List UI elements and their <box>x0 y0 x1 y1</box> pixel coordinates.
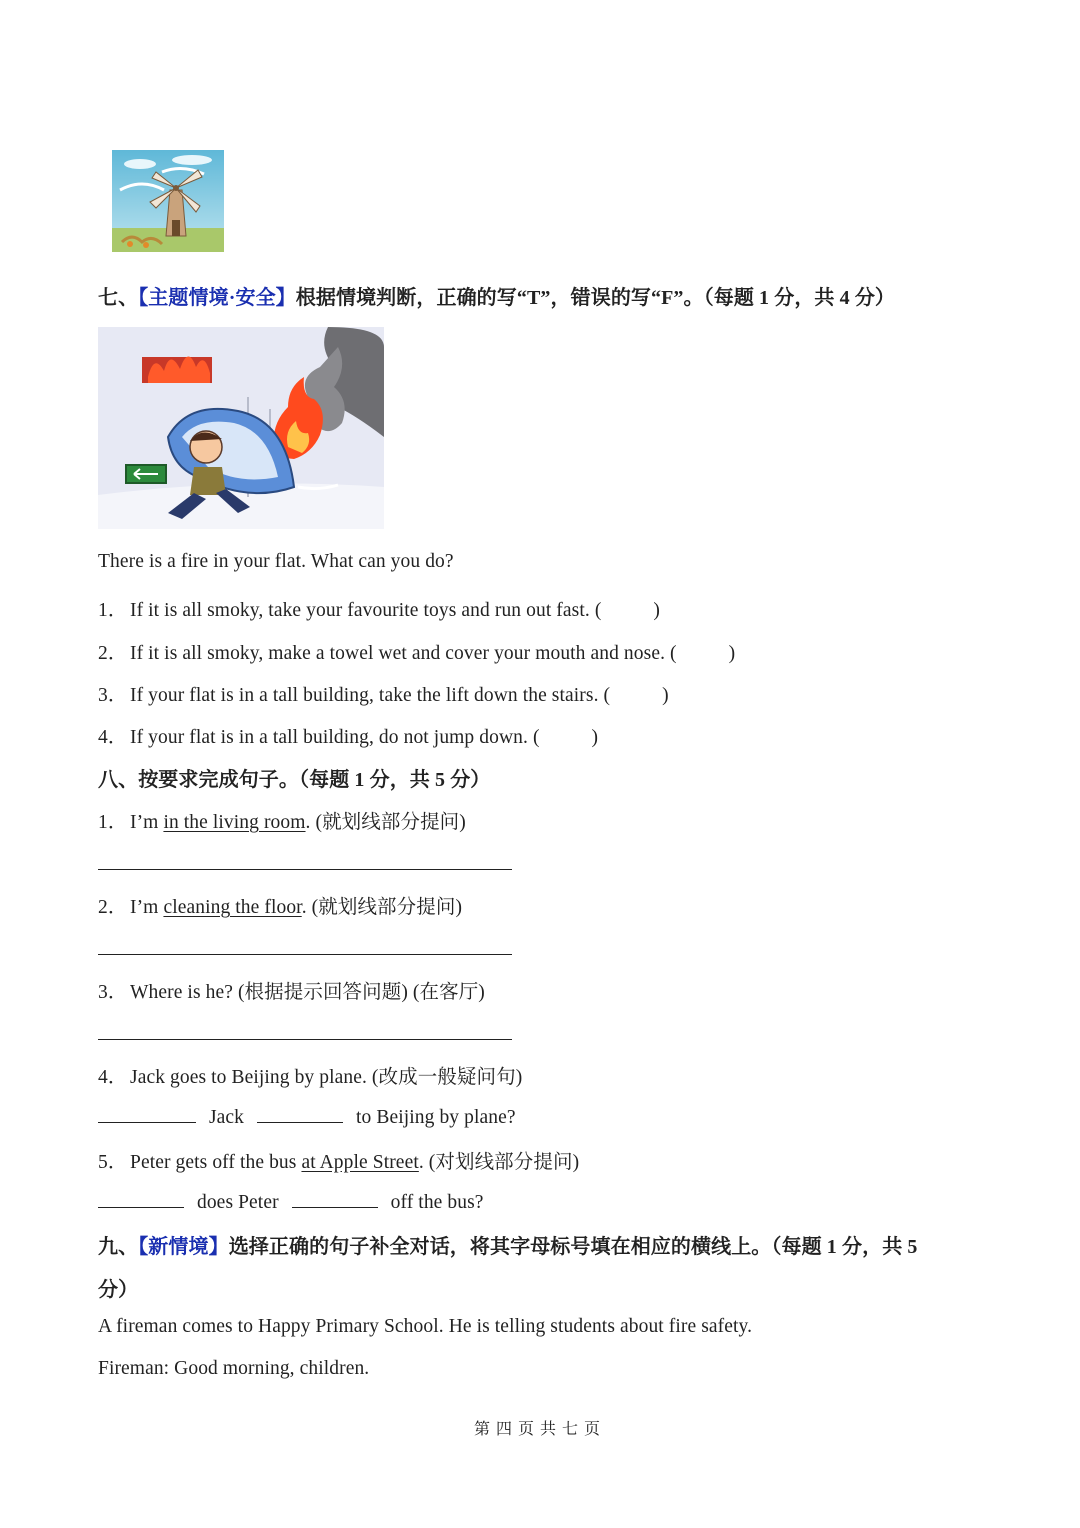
underlined-phrase: in the living room <box>163 812 306 833</box>
item-number: 5． <box>98 1152 128 1173</box>
answer-blank[interactable] <box>257 1104 343 1123</box>
section-7-intro: There is a fire in your flat. What can you do? <box>98 551 454 572</box>
rewrite-item-5 <box>98 1146 579 1174</box>
section-9-intro: A fireman comes to Happy Primary School. He is telling students about fire safety. <box>98 1316 753 1337</box>
answer-mid: does Peter <box>196 1192 279 1213</box>
item-number: 2． <box>98 643 128 664</box>
item-number: 4． <box>98 727 128 748</box>
section-8-heading: 八、按要求完成句子。（每题 1 分，共 5 分） <box>98 769 491 791</box>
item-number: 2． <box>98 897 128 918</box>
section-7-heading <box>98 281 895 310</box>
item-number: 4． <box>98 1067 128 1088</box>
answer-end: off the bus? <box>390 1192 484 1213</box>
answer-line-2[interactable] <box>98 954 512 955</box>
item-close: ) <box>728 643 736 664</box>
underlined-phrase: cleaning the floor <box>163 897 302 918</box>
rewrite-answer-5 <box>98 1189 484 1214</box>
windmill-picture <box>112 150 224 252</box>
rewrite-answer-4 <box>98 1104 516 1129</box>
answer-end: to Beijing by plane? <box>356 1107 516 1128</box>
answer-mid: Jack <box>208 1107 245 1128</box>
section-9-heading <box>98 1230 918 1259</box>
item-post: . (就划线部分提问) <box>301 897 463 918</box>
item-text: If your flat is in a tall building, take the lift down the stairs. ( <box>130 685 611 706</box>
judgement-item-3 <box>98 679 669 707</box>
item-pre: I’m <box>130 897 164 918</box>
answer-blank[interactable] <box>98 1104 196 1123</box>
item-text: Where is he? (根据提示回答问题) (在客厅) <box>130 982 485 1003</box>
answer-blank[interactable] <box>292 1189 378 1208</box>
rewrite-item-2 <box>98 891 462 919</box>
item-number: 1． <box>98 812 128 833</box>
section-9-heading-cont: 分） <box>98 1279 139 1301</box>
rewrite-item-4 <box>98 1061 522 1089</box>
item-close: ) <box>662 685 669 706</box>
item-post: . (对划线部分提问) <box>418 1152 580 1173</box>
item-post: . (就划线部分提问) <box>305 812 466 833</box>
rewrite-item-1 <box>98 806 466 834</box>
judgement-item-4 <box>98 721 598 749</box>
item-pre: I’m <box>130 812 164 833</box>
answer-line-3[interactable] <box>98 1039 512 1040</box>
answer-blank[interactable] <box>98 1189 184 1208</box>
section-7-instruction: 根据情境判断，正确的写“T”，错误的写“F”。（每题 1 分，共 4 分） <box>295 287 896 309</box>
section-7-number: 七、 <box>98 287 139 309</box>
item-close: ) <box>591 727 599 748</box>
underlined-phrase: at Apple Street <box>301 1152 419 1173</box>
item-number: 3． <box>98 982 128 1003</box>
section-9-tag: 【新情境】 <box>138 1236 229 1258</box>
item-text: If your flat is in a tall building, do not jump down. ( <box>130 727 540 748</box>
dialogue-line-1: Fireman: Good morning, children. <box>98 1358 370 1379</box>
item-text: If it is all smoky, take your favourite toys and run out fast. ( <box>130 600 602 621</box>
page-footer: 第四页共七页 <box>473 1421 606 1438</box>
item-close: ) <box>653 600 661 621</box>
item-text: If it is all smoky, make a towel wet and cover your mouth and nose. ( <box>130 643 677 664</box>
item-number: 3． <box>98 685 128 706</box>
rewrite-item-3 <box>98 976 485 1004</box>
item-text: Jack goes to Beijing by plane. (改成一般疑问句) <box>130 1067 523 1088</box>
section-7-tag: 【主题情境·安全】 <box>138 287 296 309</box>
item-number: 1． <box>98 600 128 621</box>
judgement-item-1 <box>98 594 660 622</box>
section-9-instruction: 选择正确的句子补全对话，将其字母标号填在相应的横线上。（每题 1 分，共 5 <box>228 1236 918 1258</box>
judgement-item-2 <box>98 637 735 665</box>
answer-line-1[interactable] <box>98 869 512 870</box>
item-pre: Peter gets off the bus <box>130 1152 302 1173</box>
fire-escape-picture <box>98 327 384 529</box>
section-9-number: 九、 <box>98 1236 139 1258</box>
